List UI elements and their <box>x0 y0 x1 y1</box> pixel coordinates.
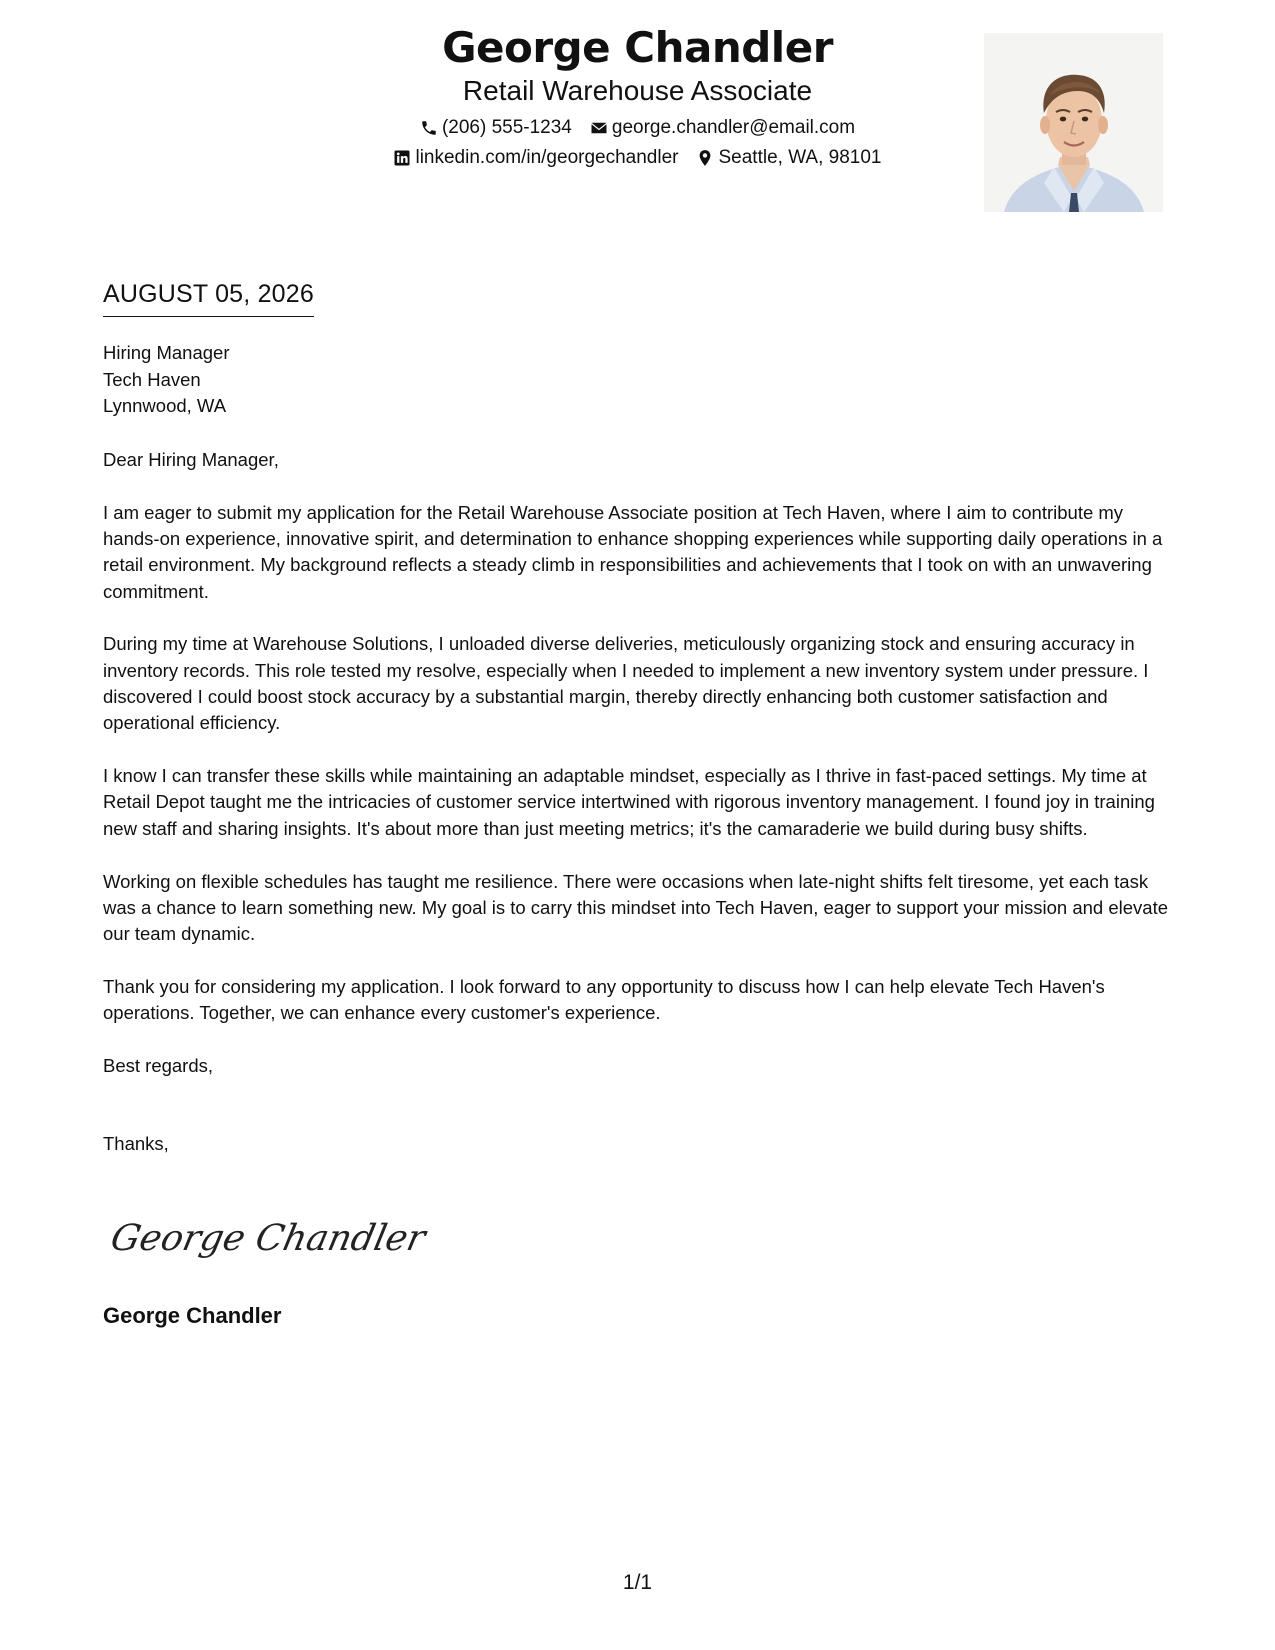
paragraph-2: During my time at Warehouse Solutions, I unloaded diverse deliveries, meticulously organizing stock and ensuring accuracy in inventory records. This role tested my resolve, especially when I needed to implement a new inventory system under pressure. I discovered I could boost stock accuracy by a substantial margin, thereby directly enhancing both customer satisfaction and operational efficiency. <box>103 633 1149 734</box>
job-title: Retail Warehouse Associate <box>462 75 813 106</box>
phone-contact <box>420 116 572 140</box>
thanks: Thanks, <box>103 1133 169 1155</box>
recipient-company: Tech Haven <box>103 368 201 390</box>
profile-photo <box>984 33 1163 212</box>
signature-text: George Chandler <box>107 1216 430 1259</box>
recipient-block <box>103 340 229 420</box>
linkedin-icon <box>393 149 411 167</box>
phone-icon <box>420 119 438 137</box>
page-number: 1/1 <box>622 1571 653 1594</box>
recipient-location: Lynnwood, WA <box>103 395 227 416</box>
location-text: Seattle, WA, 98101 <box>718 147 882 168</box>
salutation: Dear Hiring Manager, <box>103 449 279 470</box>
letter-date: AUGUST 05, 2026 <box>103 278 314 317</box>
linkedin-url: linkedin.com/in/georgechandler <box>415 147 679 168</box>
location-contact <box>696 146 881 170</box>
map-pin-icon <box>696 149 714 167</box>
phone-number: (206) 555-1234 <box>441 117 572 138</box>
paragraph-3: I know I can transfer these skills while maintaining an adaptable mindset, especially as I thrive in fast-paced settings. My time at Retail Depot taught me the intricacies of customer service intertwined with rigorous inventory management. I found joy in training new staff and sharing insights. It's about more than just meeting metrics; it's the camaraderie we build during busy shifts. <box>103 765 1155 839</box>
signed-name: George Chandler <box>103 1303 282 1328</box>
letter-body <box>103 447 1175 1184</box>
paragraph-5: Thank you for considering my application. I look forward to any opportunity to discuss how I can help elevate Tech Haven's operations. Together, we can enhance every customer's experience. <box>103 975 1105 1024</box>
handwritten-signature <box>106 1208 430 1268</box>
paragraph-1: I am eager to submit my application for the Retail Warehouse Associate position at Tech Haven, where I aim to contribute my hands-on experience, innovative spirit, and determination to enhance shopping experiences while supporting daily operations in a retail environment. My background reflects a steady climb in responsibilities and achievements that I took on with an unwavering commitment. <box>103 501 1163 602</box>
recipient-title: Hiring Manager <box>103 342 230 363</box>
linkedin-contact <box>393 146 678 170</box>
email-contact <box>590 116 855 140</box>
paragraph-4: Working on flexible schedules has taught me resilience. There were occasions when late-night shifts felt tiresome, yet each task was a chance to learn something new. My goal is to carry this mindset into Tech Haven, eager to support your mission and elevate our team dynamic. <box>103 870 1168 945</box>
email-address: george.chandler@email.com <box>611 117 856 138</box>
applicant-name: George Chandler <box>442 23 833 72</box>
closing: Best regards, <box>103 1055 214 1077</box>
envelope-icon <box>590 119 608 137</box>
